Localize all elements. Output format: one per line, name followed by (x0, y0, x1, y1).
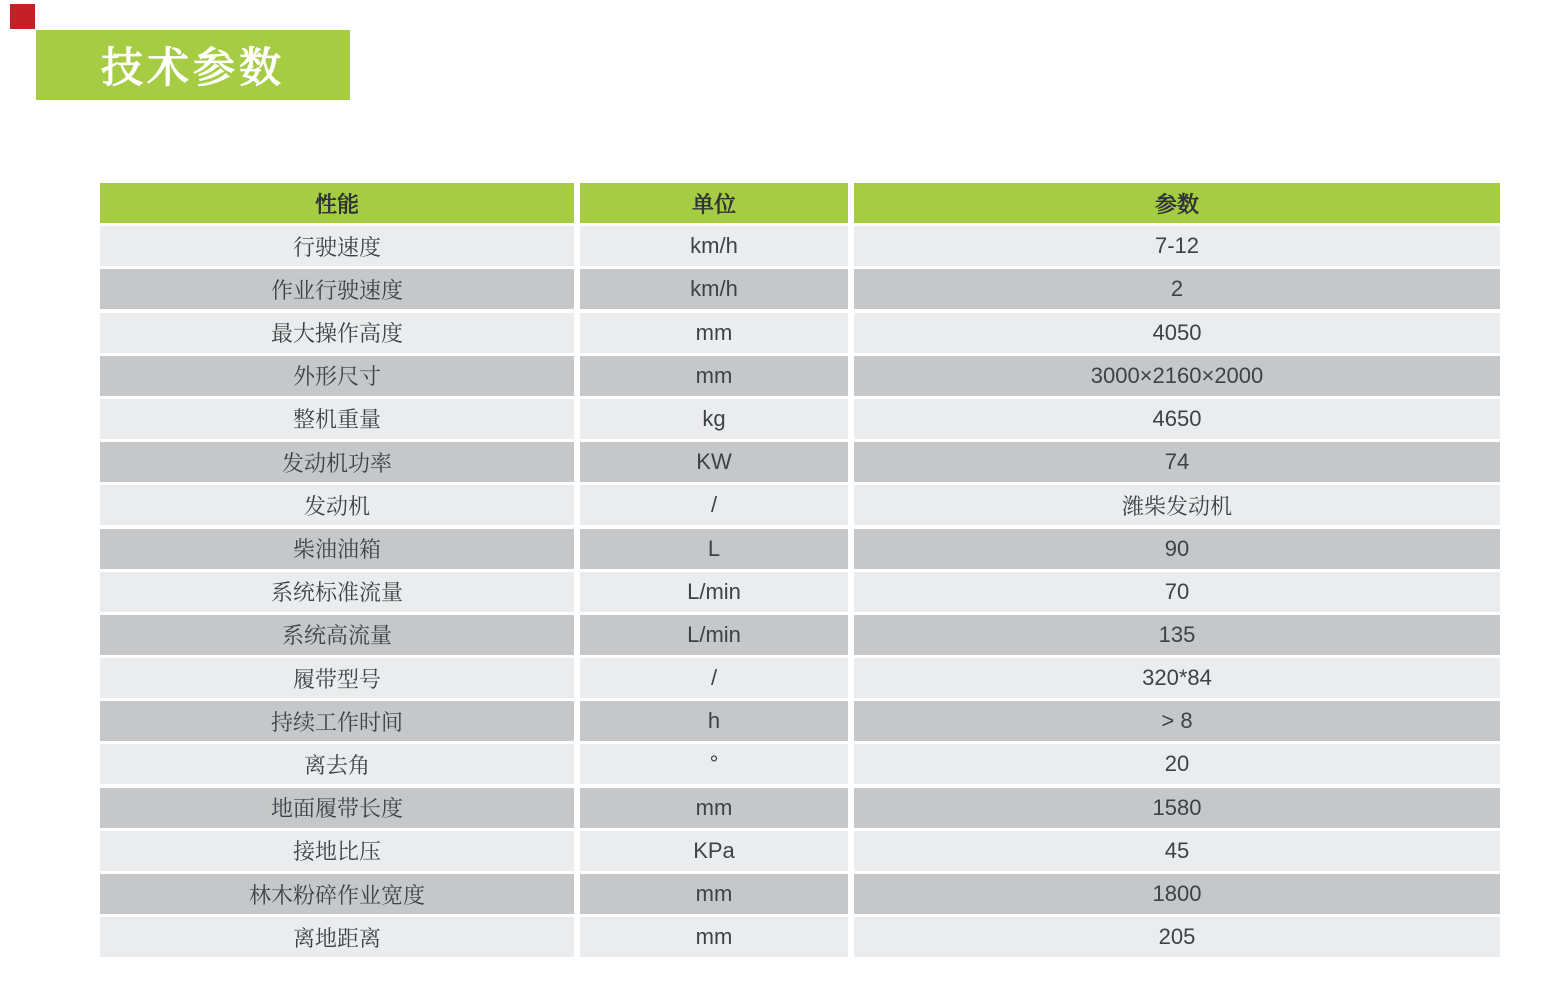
header-unit: 单位 (580, 183, 848, 223)
value-cell: 4650 (854, 399, 1500, 439)
spec-table (100, 183, 1500, 957)
value-cell: 1580 (854, 788, 1500, 828)
value-cell: 90 (854, 529, 1500, 569)
unit-cell: kg (580, 399, 848, 439)
performance-cell: 履带型号 (100, 658, 574, 698)
performance-cell: 接地比压 (100, 831, 574, 871)
performance-cell: 离地距离 (100, 917, 574, 957)
performance-cell: 系统高流量 (100, 615, 574, 655)
unit-cell: mm (580, 313, 848, 353)
value-cell: 135 (854, 615, 1500, 655)
table-header-row (100, 183, 1500, 223)
value-cell: 3000×2160×2000 (854, 356, 1500, 396)
performance-cell: 离去角 (100, 744, 574, 784)
unit-cell: mm (580, 874, 848, 914)
value-cell: 320*84 (854, 658, 1500, 698)
table-row (100, 917, 1500, 957)
value-cell: > 8 (854, 701, 1500, 741)
table-row (100, 529, 1500, 569)
table-row (100, 615, 1500, 655)
unit-cell: / (580, 658, 848, 698)
value-cell: 1800 (854, 874, 1500, 914)
value-cell: 205 (854, 917, 1500, 957)
header-performance: 性能 (100, 183, 574, 223)
value-cell: 45 (854, 831, 1500, 871)
table-row (100, 356, 1500, 396)
unit-cell: L (580, 529, 848, 569)
performance-cell: 外形尺寸 (100, 356, 574, 396)
table-row (100, 658, 1500, 698)
table-row (100, 874, 1500, 914)
value-cell: 2 (854, 269, 1500, 309)
table-row (100, 572, 1500, 612)
table-row (100, 442, 1500, 482)
unit-cell: / (580, 485, 848, 525)
performance-cell: 整机重量 (100, 399, 574, 439)
table-row (100, 399, 1500, 439)
table-row (100, 831, 1500, 871)
unit-cell: km/h (580, 226, 848, 266)
unit-cell: L/min (580, 572, 848, 612)
unit-cell: h (580, 701, 848, 741)
header-parameter: 参数 (854, 183, 1500, 223)
unit-cell: KPa (580, 831, 848, 871)
value-cell: 70 (854, 572, 1500, 612)
value-cell: 74 (854, 442, 1500, 482)
spec-table-body (100, 226, 1500, 957)
page-title: 技术参数 (100, 44, 285, 91)
performance-cell: 行驶速度 (100, 226, 574, 266)
table-row (100, 701, 1500, 741)
value-cell: 20 (854, 744, 1500, 784)
performance-cell: 发动机功率 (100, 442, 574, 482)
unit-cell: mm (580, 356, 848, 396)
performance-cell: 作业行驶速度 (100, 269, 574, 309)
unit-cell: mm (580, 917, 848, 957)
performance-cell: 林木粉碎作业宽度 (100, 874, 574, 914)
table-row (100, 313, 1500, 353)
value-cell: 潍柴发动机 (854, 485, 1500, 525)
table-row (100, 744, 1500, 784)
table-row (100, 788, 1500, 828)
performance-cell: 地面履带长度 (100, 788, 574, 828)
table-row (100, 226, 1500, 266)
performance-cell: 持续工作时间 (100, 701, 574, 741)
table-row (100, 269, 1500, 309)
performance-cell: 最大操作高度 (100, 313, 574, 353)
value-cell: 7-12 (854, 226, 1500, 266)
performance-cell: 发动机 (100, 485, 574, 525)
unit-cell: KW (580, 442, 848, 482)
red-accent-square (10, 4, 35, 29)
performance-cell: 柴油油箱 (100, 529, 574, 569)
unit-cell: ° (580, 744, 848, 784)
performance-cell: 系统标准流量 (100, 572, 574, 612)
unit-cell: mm (580, 788, 848, 828)
table-row (100, 485, 1500, 525)
section-banner (36, 30, 350, 100)
unit-cell: L/min (580, 615, 848, 655)
unit-cell: km/h (580, 269, 848, 309)
value-cell: 4050 (854, 313, 1500, 353)
